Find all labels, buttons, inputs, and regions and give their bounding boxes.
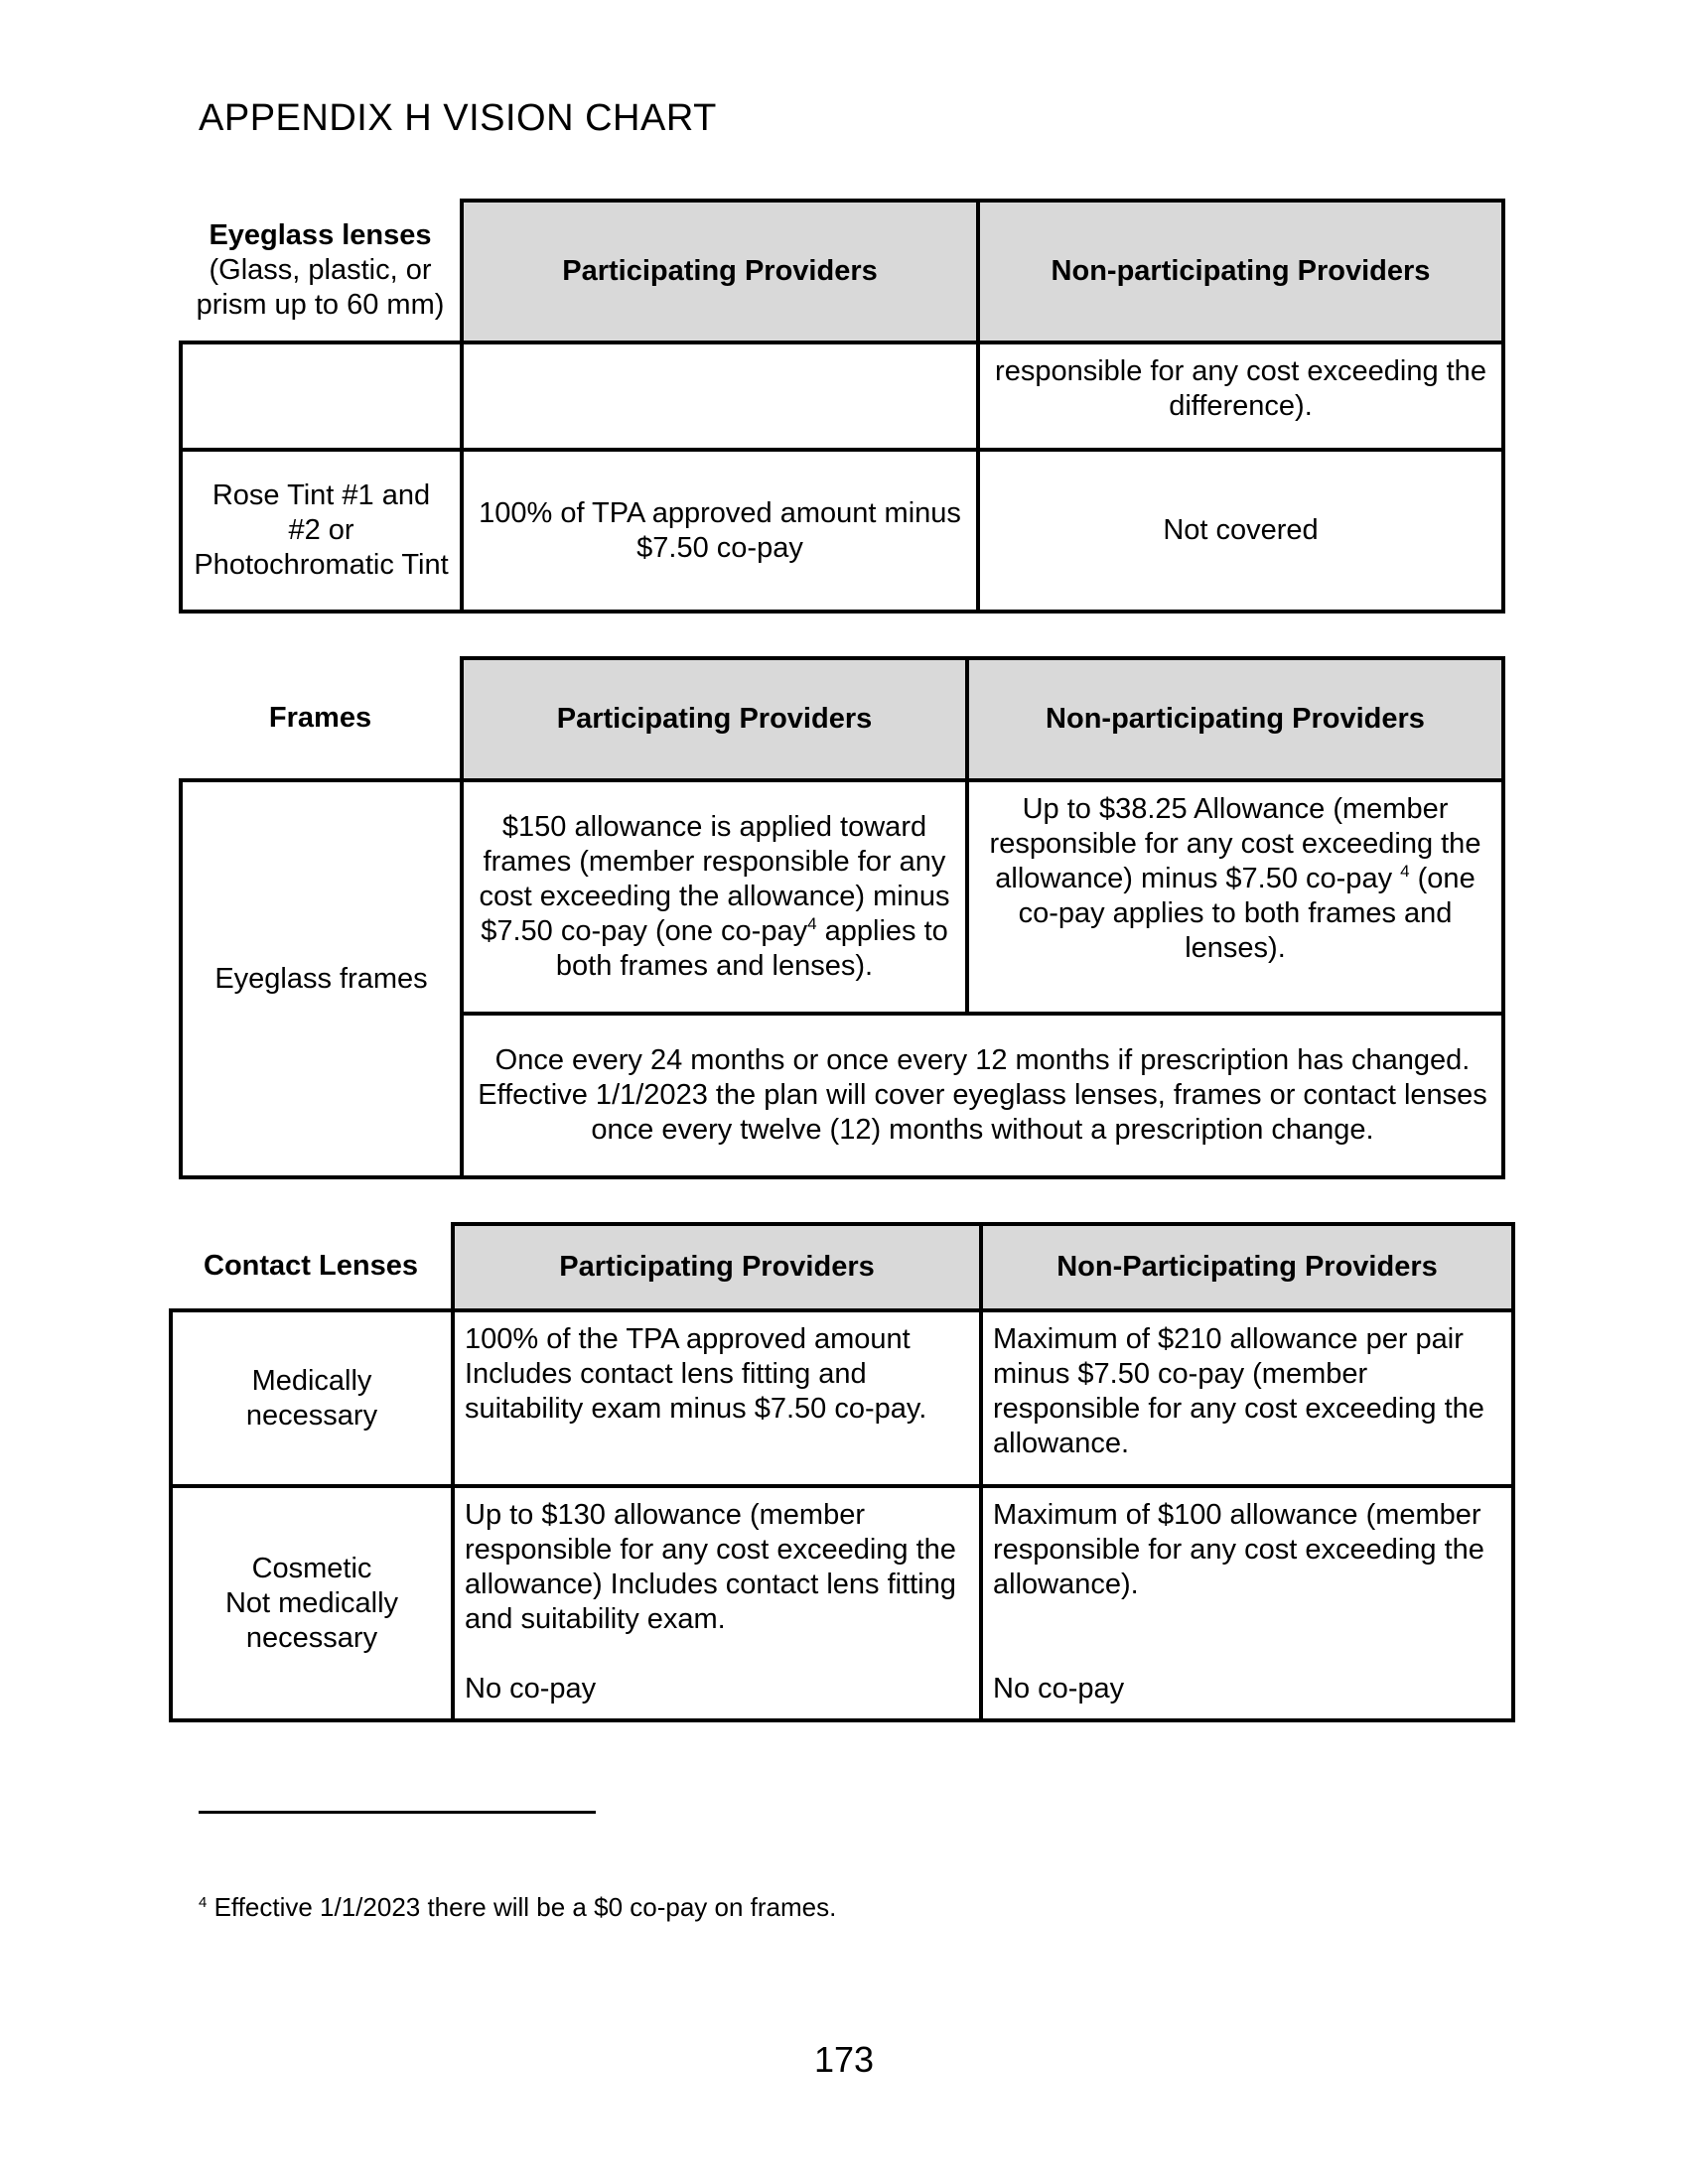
frames-col-header-participating: Participating Providers [462, 658, 967, 780]
frames-participating: $150 allowance is applied toward frames (member responsible for any cost exceeding the allowance) minus $7.50 co-pay (one co-pay$^4$ applies to both frames and lenses). [462, 780, 967, 1014]
footnote-marker: 4 [199, 1894, 208, 1911]
medically-necessary-label: Medically necessary [171, 1310, 453, 1486]
rose-tint-participating: 100% of TPA approved amount minus $7.50 co-pay [462, 450, 978, 612]
continued-row-participating [462, 342, 978, 450]
cosmetic-nonparticipating-copay: No co-pay [993, 1673, 1125, 1705]
medical-participating: 100% of the TPA approved amount Includes contact lens fitting and suitability exam minus $7.50 co-pay. [453, 1310, 981, 1486]
contact-lenses-header: Contact Lenses [171, 1224, 453, 1310]
rose-tint-nonparticipating: Not covered [978, 450, 1503, 612]
rose-tint-label: Rose Tint #1 and #2 or Photochromatic Tint [181, 450, 462, 612]
eyeglass-frames-label: Eyeglass frames [181, 780, 462, 1177]
footnote-ref: 4 [807, 914, 817, 933]
continued-row-label [181, 342, 462, 450]
eyeglass-lenses-table [179, 199, 1505, 614]
footnote-text: Effective 1/1/2023 there will be a $0 co-pay on frames. [207, 1892, 837, 1922]
col-header-nonparticipating: Non-participating Providers [978, 201, 1503, 342]
page-title: APPENDIX H VISION CHART [199, 97, 717, 139]
contact-col-header-nonparticipating: Non-Participating Providers [981, 1224, 1513, 1310]
footnote [199, 1892, 836, 1923]
frames-frequency-note: Once every 24 months or once every 12 months if prescription has changed. Effective 1/1/2023 the plan will cover eyeglass lenses, frames or contact lenses once every twelve (12) months without a prescription change. [462, 1014, 1503, 1177]
cosmetic-label: Cosmetic Not medically necessary [171, 1486, 453, 1720]
frames-table [179, 656, 1505, 1179]
cosmetic-participating: Up to $130 allowance (member responsible for any cost exceeding the allowance) Includes contact lens fitting and suitability exam. No co-pay [453, 1486, 981, 1720]
frames-nonparticipating: Up to $38.25 Allowance (member responsible for any cost exceeding the allowance) minus $7.50 co-pay $^4$ (one co-pay applies to both frames and lenses). [967, 780, 1503, 1014]
eyeglass-lenses-header [181, 201, 462, 342]
footnote-divider [199, 1811, 596, 1814]
footnote-ref: 4 [1400, 862, 1410, 881]
frames-col-header-nonparticipating: Non-participating Providers [967, 658, 1503, 780]
contact-col-header-participating: Participating Providers [453, 1224, 981, 1310]
cosmetic-participating-copay: No co-pay [465, 1673, 597, 1705]
cosmetic-nonparticipating: Maximum of $100 allowance (member responsible for any cost exceeding the allowance). No co-pay [981, 1486, 1513, 1720]
continued-row-nonparticipating: responsible for any cost exceeding the difference). [978, 342, 1503, 450]
contact-lenses-table [169, 1222, 1515, 1722]
page-number: 173 [813, 2039, 875, 2080]
col-header-participating: Participating Providers [462, 201, 978, 342]
medical-nonparticipating: Maximum of $210 allowance per pair minus $7.50 co-pay (member responsible for any cost exceeding the allowance. [981, 1310, 1513, 1486]
eyeglass-lenses-title: Eyeglass lenses [209, 219, 432, 251]
eyeglass-lenses-subtitle: (Glass, plastic, or prism up to 60 mm) [196, 254, 445, 321]
frames-header: Frames [181, 658, 462, 780]
